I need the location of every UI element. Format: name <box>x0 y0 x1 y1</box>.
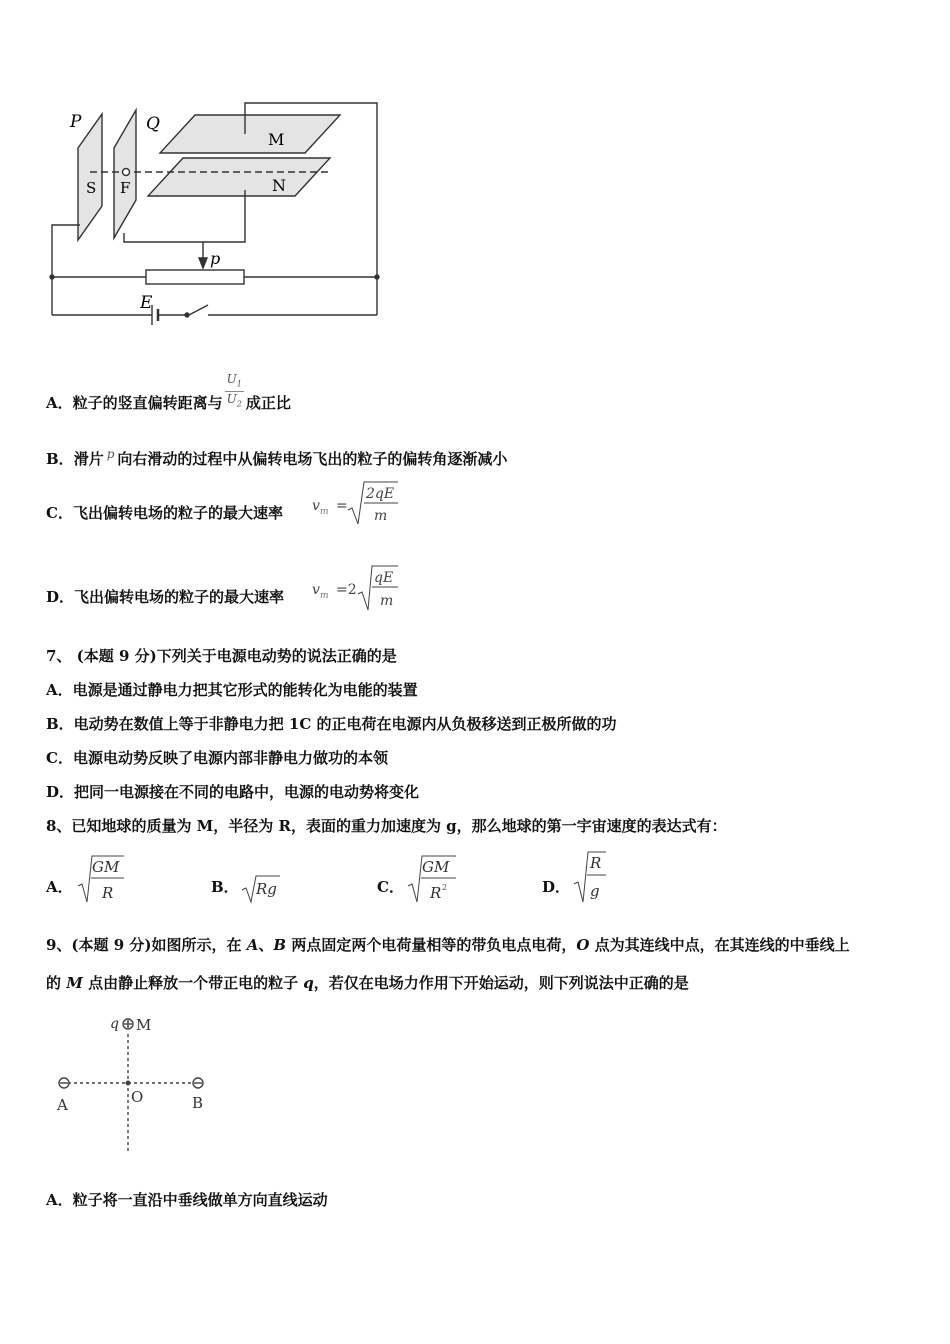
svg-text:B: B <box>192 1094 204 1112</box>
q8-formula-a <box>74 852 164 912</box>
wire-n <box>124 190 245 242</box>
formula-vm-d <box>308 562 418 618</box>
q9-option-a: A．粒子将一直沿中垂线做单方向直线运动 <box>46 1191 328 1209</box>
svg-text:M: M <box>268 130 285 149</box>
q6-option-b: B．滑片 $^p$ 向右滑动的过程中从偏转电场飞出的粒子的偏转角逐渐减小 <box>46 447 508 468</box>
q8-formula-b <box>238 852 328 912</box>
q8-stem: 8、已知地球的质量为 M，半径为 R，表面的重力加速度为 g，那么地球的第一宇宙速度的表达式有： <box>46 817 727 835</box>
q7-option-c: C．电源电动势反映了电源内部非静电力做功的本领 <box>46 749 388 767</box>
svg-text:v: v <box>312 498 320 514</box>
plate-n <box>148 158 330 196</box>
svg-text:R: R <box>102 884 114 902</box>
q8-formula-d <box>570 850 660 910</box>
q6-option-c: C．飞出偏转电场的粒子的最大速率 <box>46 504 283 522</box>
plate-m <box>160 115 340 153</box>
svg-text:m: m <box>320 591 329 601</box>
svg-text:m: m <box>320 507 329 517</box>
svg-text:R: R <box>590 854 602 872</box>
deflection-circuit-figure <box>0 0 950 340</box>
svg-text:g: g <box>590 882 600 900</box>
svg-text:Rg: Rg <box>256 880 277 898</box>
rheostat <box>146 270 244 284</box>
svg-text:=2: =2 <box>336 582 357 598</box>
aperture-f <box>123 169 130 176</box>
plate-p <box>78 114 102 240</box>
svg-text:p: p <box>210 249 221 268</box>
svg-text:O: O <box>131 1088 144 1106</box>
q8-option-c-label: C． <box>377 878 404 896</box>
svg-text:GM: GM <box>92 858 120 876</box>
svg-text:A: A <box>57 1096 68 1114</box>
wire-p <box>52 225 80 315</box>
svg-text:2qE: 2qE <box>366 486 395 502</box>
q7-option-b: B．电动势在数值上等于非静电力把 1C 的正电荷在电源内从负极移送到正极所做的功 <box>46 715 617 733</box>
svg-text:Q: Q <box>146 114 160 134</box>
svg-text:F: F <box>120 179 131 197</box>
svg-text:N: N <box>272 176 286 195</box>
switch <box>189 305 208 315</box>
charges-figure <box>40 1010 260 1160</box>
q7-option-a: A．电源是通过静电力把其它形式的能转化为电能的装置 <box>46 681 418 699</box>
svg-text:R: R <box>430 884 442 902</box>
svg-text:m: m <box>374 508 388 524</box>
svg-text:q: q <box>110 1016 119 1032</box>
q8-option-b-label: B． <box>211 878 239 896</box>
svg-text:P: P <box>70 112 82 132</box>
q8-option-d-label: D． <box>542 878 571 896</box>
q8-options <box>46 848 666 908</box>
svg-text:S: S <box>86 179 97 197</box>
svg-text:=: = <box>336 498 348 514</box>
q7-stem: 7、 (本题 9 分)下列关于电源电动势的说法正确的是 <box>46 647 397 665</box>
svg-text:M: M <box>136 1016 152 1034</box>
q6-option-a: A．粒子的竖直偏转距离与 $\frac{U_1}{U_2}$ 成正比 <box>46 372 291 412</box>
ratio-u1-u2: $\frac{U_1}{U_2}$ <box>226 372 242 409</box>
svg-text:E: E <box>140 293 153 313</box>
q7-option-d: D．把同一电源接在不同的电路中，电源的电动势将变化 <box>46 783 420 801</box>
q9-stem-line1: 9、(本题 9 分)如图所示，在 A、B 两点固定两个电荷量相等的带负电点电荷，O 点为其连线中点，在其连线的中垂线上 <box>46 936 850 954</box>
q8-option-a-label: A． <box>46 878 73 896</box>
slider-arrow <box>199 258 207 268</box>
svg-text:qE: qE <box>374 570 394 586</box>
svg-text:GM: GM <box>422 858 450 876</box>
q9-stem-line2: 的 M 点由静止释放一个带正电的粒子 q，若仅在电场力作用下开始运动，则下列说法中正确的是 <box>46 974 689 992</box>
formula-vm-c <box>308 478 418 534</box>
svg-text:v: v <box>312 582 320 598</box>
q6-option-d: D．飞出偏转电场的粒子的最大速率 <box>46 588 285 606</box>
svg-text:m: m <box>380 593 394 609</box>
svg-text:2: 2 <box>442 883 448 892</box>
q8-formula-c <box>404 852 494 912</box>
